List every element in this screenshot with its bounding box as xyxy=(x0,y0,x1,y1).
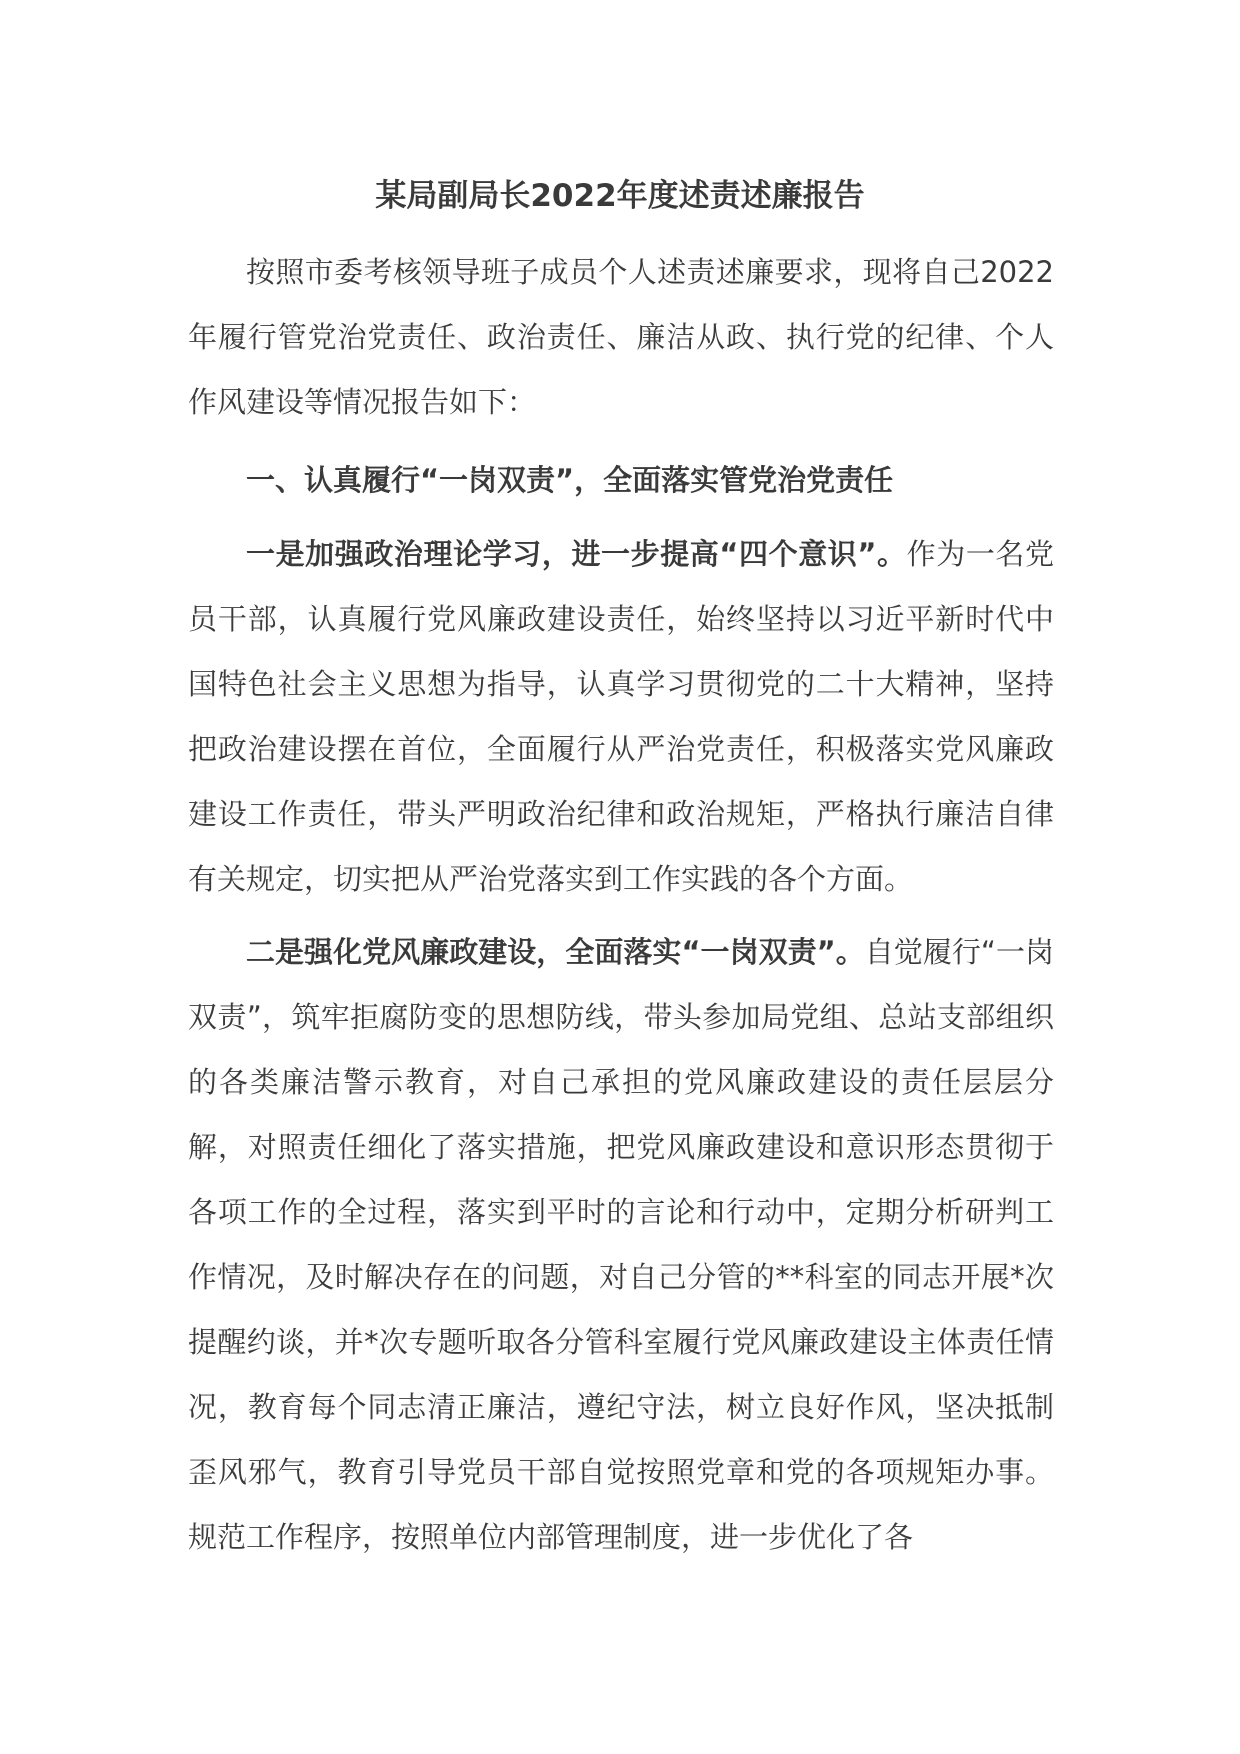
document-title: 某局副局长2022年度述责述廉报告 xyxy=(375,178,865,214)
section-heading-1: 一、认真履行“一岗双责”，全面落实管党治党责任 xyxy=(246,463,894,497)
paragraph-2-body: 自觉履行“一岗双责”，筑牢拒腐防变的思想防线，带头参加局党组、总站支部组织的各类廉洁警示教育，对自己承担的党风廉政建设的责任层层分解，对照责任细化了落实措施，把党风廉政建设和意识形态贯彻于各项工作的全过程，落实到平时的言论和行动中，定期分析研判工作情况，及时解决存在的问题，对自己分管的**科室的同志开展*次提醒约谈，并*次专题听取各分管科室履行党风廉政建设主体责任情况，教育每个同志清正廉洁，遵纪守法，树立良好作风，坚决抵制歪风邪气，教育引导党员干部自觉按照党章和党的各项规矩办事。规范工作程序，按照单位内部管理制度，进一步优化了各 xyxy=(188,935,1055,1554)
paragraph-2-lead: 二是强化党风廉政建设，全面落实“一岗双责”。 xyxy=(246,935,865,969)
intro-paragraph: 按照市委考核领导班子成员个人述责述廉要求，现将自己2022年履行管党治党责任、政治责任、廉洁从政、执行党的纪律、个人作风建设等情况报告如下： xyxy=(188,255,1054,419)
paragraph-1 xyxy=(188,522,1054,912)
paragraph-2 xyxy=(188,920,1054,1570)
paragraph-1-lead: 一是加强政治理论学习，进一步提高“四个意识”。 xyxy=(246,537,907,571)
paragraph-1-body: 作为一名党员干部，认真履行党风廉政建设责任，始终坚持以习近平新时代中国特色社会主义思想为指导，认真学习贯彻党的二十大精神，坚持把政治建设摆在首位，全面履行从严治党责任，积极落实党风廉政建设工作责任，带头严明政治纪律和政治规矩，严格执行廉洁自律有关规定，切实把从严治党落实到工作实践的各个方面。 xyxy=(188,537,1054,896)
